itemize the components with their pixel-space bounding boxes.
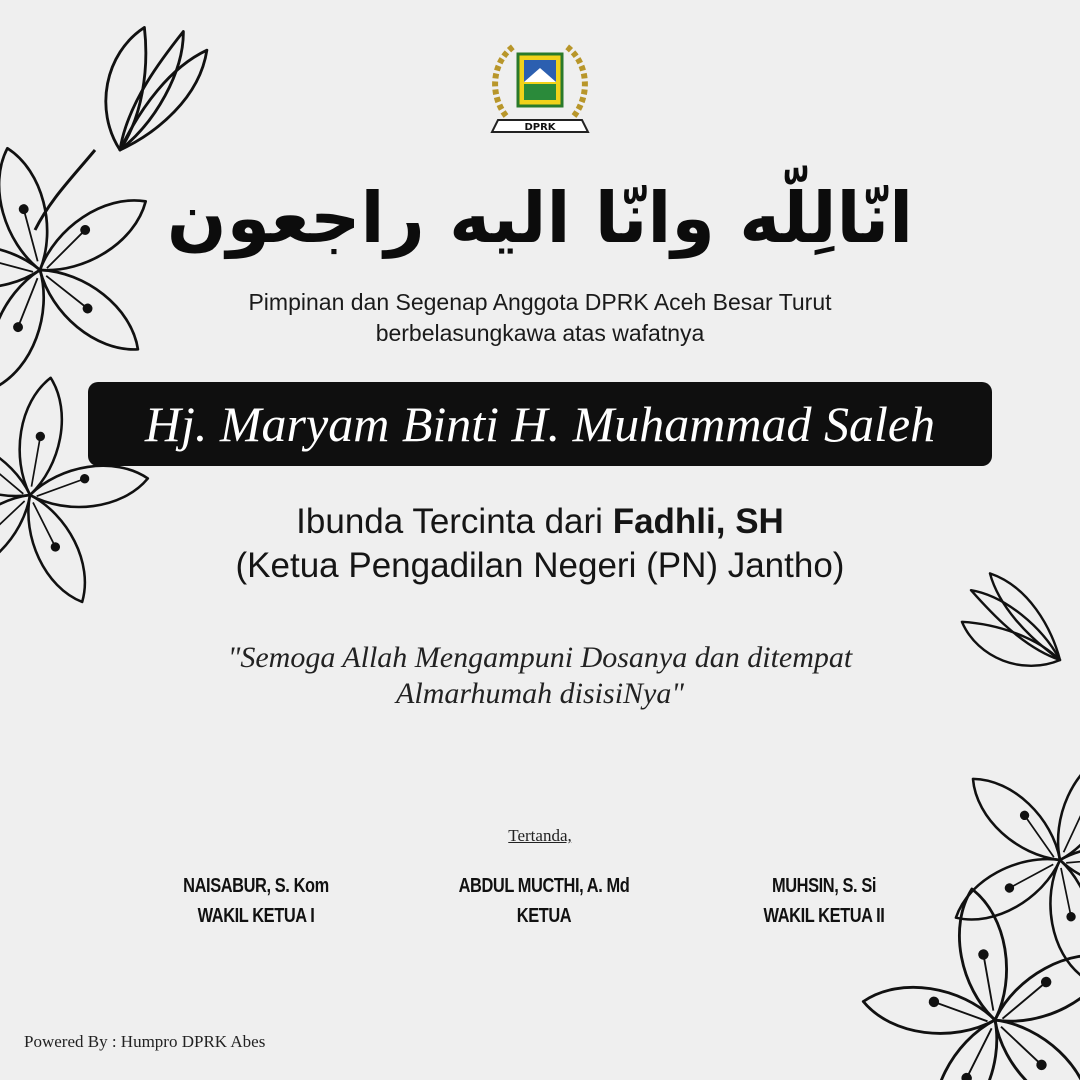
footer-credit: Powered By : Humpro DPRK Abes	[24, 1032, 266, 1051]
prayer-line-1: "Semoga Allah Mengampuni Dosanya dan ditempat	[227, 641, 853, 674]
intro-text	[140, 287, 940, 349]
child-position: (Ketua Pengadilan Negeri (PN) Jantho)	[235, 546, 845, 585]
signatory-name: MUHSIN, S. Si	[771, 875, 877, 897]
intro-line-1: Pimpinan dan Segenap Anggota DPRK Aceh Besar Turut	[248, 289, 832, 315]
relation-line-1	[60, 500, 1020, 544]
signatory-title: WAKIL KETUA I	[197, 905, 315, 927]
signatory-left	[149, 871, 362, 931]
dprk-logo	[484, 34, 596, 144]
relation-prefix: Ibunda Tercinta dari	[296, 502, 603, 541]
signatory-name: NAISABUR, S. Kom	[183, 875, 329, 897]
arabic-calligraphy: انّالِلّه وانّا اليه راجعون	[166, 177, 914, 259]
signatory-title: KETUA	[516, 905, 572, 927]
signatory-name: ABDUL MUCTHI, A. Md	[458, 875, 630, 897]
relation-text	[60, 500, 1020, 588]
prayer-line-2: Almarhumah disisiNya"	[396, 677, 684, 710]
child-name: Fadhli, SH	[612, 502, 784, 541]
deceased-name-banner	[88, 382, 992, 466]
logo-caption: DPRK	[524, 122, 556, 133]
intro-line-2: berbelasungkawa atas wafatnya	[375, 320, 705, 346]
prayer-quote	[120, 640, 960, 712]
signatory-right	[717, 871, 930, 931]
deceased-name: Hj. Maryam Binti H. Muhammad Saleh	[144, 396, 936, 452]
signatory-title: WAKIL KETUA II	[763, 905, 885, 927]
signatory-center	[437, 871, 650, 931]
signed-label: Tertanda,	[508, 826, 572, 845]
